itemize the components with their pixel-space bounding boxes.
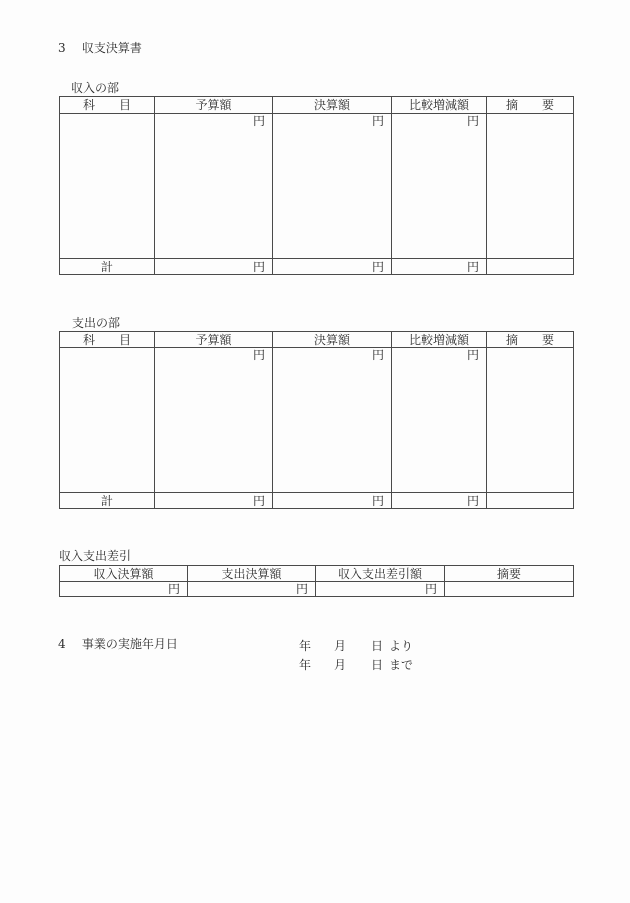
total-budget: 円	[155, 259, 273, 275]
actual-cell: 円	[273, 114, 392, 259]
item-cell	[60, 348, 155, 493]
header-budget: 予算額	[155, 332, 273, 348]
remarks-cell	[445, 582, 574, 597]
header-budget: 予算額	[155, 97, 273, 114]
section-3-heading	[58, 41, 142, 55]
total-difference: 円	[392, 493, 487, 509]
table-header-row	[60, 332, 574, 348]
header-difference: 比較増減額	[392, 97, 487, 114]
difference-cell: 円	[392, 114, 487, 259]
total-row	[60, 259, 574, 275]
section-title: 収支決算書	[81, 41, 142, 55]
header-remarks: 摘 要	[487, 332, 574, 348]
header-balance-amount: 収入支出差引額	[316, 566, 445, 582]
day-label: 日	[371, 639, 384, 653]
table-row	[60, 348, 574, 493]
total-label: 計	[60, 493, 155, 509]
header-item: 科 目	[60, 97, 155, 114]
total-row	[60, 493, 574, 509]
header-expense-actual: 支出決算額	[188, 566, 316, 582]
total-actual: 円	[273, 259, 392, 275]
year-label: 年	[299, 639, 312, 653]
header-remarks: 摘要	[445, 566, 574, 582]
income-table	[59, 96, 574, 275]
total-remarks	[487, 259, 574, 275]
header-difference: 比較増減額	[392, 332, 487, 348]
expense-actual-cell: 円	[188, 582, 316, 597]
difference-cell: 円	[392, 348, 487, 493]
item-cell	[60, 114, 155, 259]
header-remarks: 摘 要	[487, 97, 574, 114]
balance-amount-cell: 円	[316, 582, 445, 597]
month-label: 月	[334, 639, 347, 653]
from-suffix: より	[389, 639, 414, 653]
income-section-label: 収入の部	[71, 81, 120, 95]
expense-section-label: 支出の部	[72, 316, 121, 330]
header-income-actual: 収入決算額	[60, 566, 188, 582]
total-budget: 円	[155, 493, 273, 509]
income-actual-cell: 円	[60, 582, 188, 597]
month-label: 月	[334, 658, 347, 672]
remarks-cell	[487, 348, 574, 493]
balance-table	[59, 565, 574, 597]
section-number: 3	[58, 41, 66, 55]
remarks-cell	[487, 114, 574, 259]
table-header-row	[60, 97, 574, 114]
total-difference: 円	[392, 259, 487, 275]
budget-cell: 円	[155, 348, 273, 493]
date-row-to	[0, 656, 630, 670]
header-actual: 決算額	[273, 332, 392, 348]
to-suffix: まで	[389, 658, 414, 672]
table-row	[60, 582, 574, 597]
table-header-row	[60, 566, 574, 582]
total-label: 計	[60, 259, 155, 275]
date-row-from	[0, 637, 630, 651]
table-row	[60, 114, 574, 259]
year-label: 年	[299, 658, 312, 672]
actual-cell: 円	[273, 348, 392, 493]
expense-table	[59, 331, 574, 509]
total-actual: 円	[273, 493, 392, 509]
balance-section-label: 収入支出差引	[59, 549, 132, 563]
budget-cell: 円	[155, 114, 273, 259]
day-label: 日	[371, 658, 384, 672]
section-number: 4	[58, 637, 66, 651]
header-actual: 決算額	[273, 97, 392, 114]
header-item: 科 目	[60, 332, 155, 348]
section-title: 事業の実施年月日	[81, 637, 178, 651]
total-remarks	[487, 493, 574, 509]
